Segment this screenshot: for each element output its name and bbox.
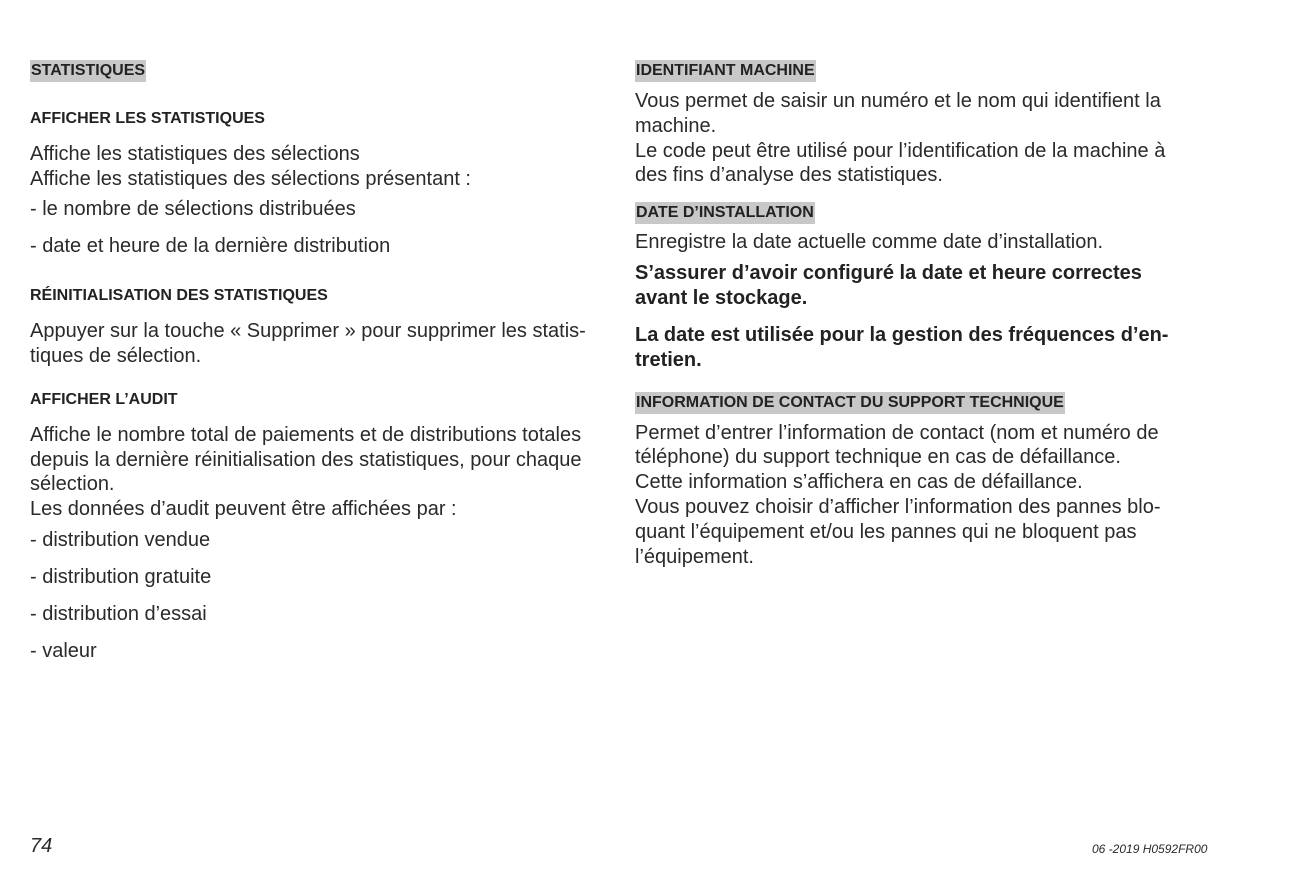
paragraph-line: Appuyer sur la touche « Supprimer » pour supprimer les statis- bbox=[30, 320, 586, 342]
paragraph-line: Cette information s’affichera en cas de défaillance. bbox=[635, 471, 1083, 493]
list-item: - distribution d’essai bbox=[30, 603, 207, 625]
paragraph-line: Affiche les statistiques des sélections présentant : bbox=[30, 168, 471, 190]
paragraph-line: Permet d’entrer l’information de contact (nom et numéro de bbox=[635, 422, 1159, 444]
bold-note-line: S’assurer d’avoir configuré la date et heure correctes bbox=[635, 262, 1142, 284]
paragraph-line: Les données d’audit peuvent être affichées par : bbox=[30, 498, 457, 520]
paragraph-line: téléphone) du support technique en cas de défaillance. bbox=[635, 446, 1121, 468]
heading-reinitialisation-statistiques: RÉINITIALISATION DES STATISTIQUES bbox=[30, 287, 328, 304]
paragraph-line: Enregistre la date actuelle comme date d’installation. bbox=[635, 231, 1104, 253]
heading-date-installation: DATE D’INSTALLATION bbox=[635, 202, 815, 224]
paragraph-line: quant l’équipement et/ou les pannes qui ne bloquent pas bbox=[635, 521, 1137, 543]
document-reference: 06 -2019 H0592FR00 bbox=[1092, 842, 1208, 856]
paragraph-line: depuis la dernière réinitialisation des statistiques, pour chaque bbox=[30, 449, 582, 471]
list-item: - distribution gratuite bbox=[30, 566, 212, 588]
paragraph-line: tiques de sélection. bbox=[30, 345, 202, 367]
heading-identifiant-machine: IDENTIFIANT MACHINE bbox=[635, 60, 816, 82]
section-title-statistiques: STATISTIQUES bbox=[30, 60, 146, 82]
paragraph-line: des fins d’analyse des statistiques. bbox=[635, 164, 943, 186]
paragraph-line: Vous permet de saisir un numéro et le nom qui identifient la bbox=[635, 90, 1161, 112]
paragraph-line: machine. bbox=[635, 115, 717, 137]
paragraph-line: sélection. bbox=[30, 473, 115, 495]
bold-note-line: La date est utilisée pour la gestion des fréquences d’en- bbox=[635, 324, 1169, 346]
list-item: - valeur bbox=[30, 640, 97, 662]
heading-support-technique: INFORMATION DE CONTACT DU SUPPORT TECHNIQUE bbox=[635, 392, 1065, 414]
list-item: - date et heure de la dernière distribution bbox=[30, 235, 391, 257]
list-item: - le nombre de sélections distribuées bbox=[30, 198, 356, 220]
list-item: - distribution vendue bbox=[30, 529, 211, 551]
paragraph-line: l’équipement. bbox=[635, 546, 754, 568]
heading-afficher-statistiques: AFFICHER LES STATISTIQUES bbox=[30, 110, 265, 127]
heading-afficher-audit: AFFICHER L’AUDIT bbox=[30, 391, 178, 408]
paragraph-line: Vous pouvez choisir d’afficher l’information des pannes blo- bbox=[635, 496, 1161, 518]
paragraph-line: Le code peut être utilisé pour l’identification de la machine à bbox=[635, 140, 1166, 162]
paragraph-line: Affiche le nombre total de paiements et de distributions totales bbox=[30, 424, 582, 446]
bold-note-line: tretien. bbox=[635, 349, 702, 371]
page-number: 74 bbox=[30, 835, 53, 857]
bold-note-line: avant le stockage. bbox=[635, 287, 808, 309]
paragraph-line: Affiche les statistiques des sélections bbox=[30, 143, 360, 165]
